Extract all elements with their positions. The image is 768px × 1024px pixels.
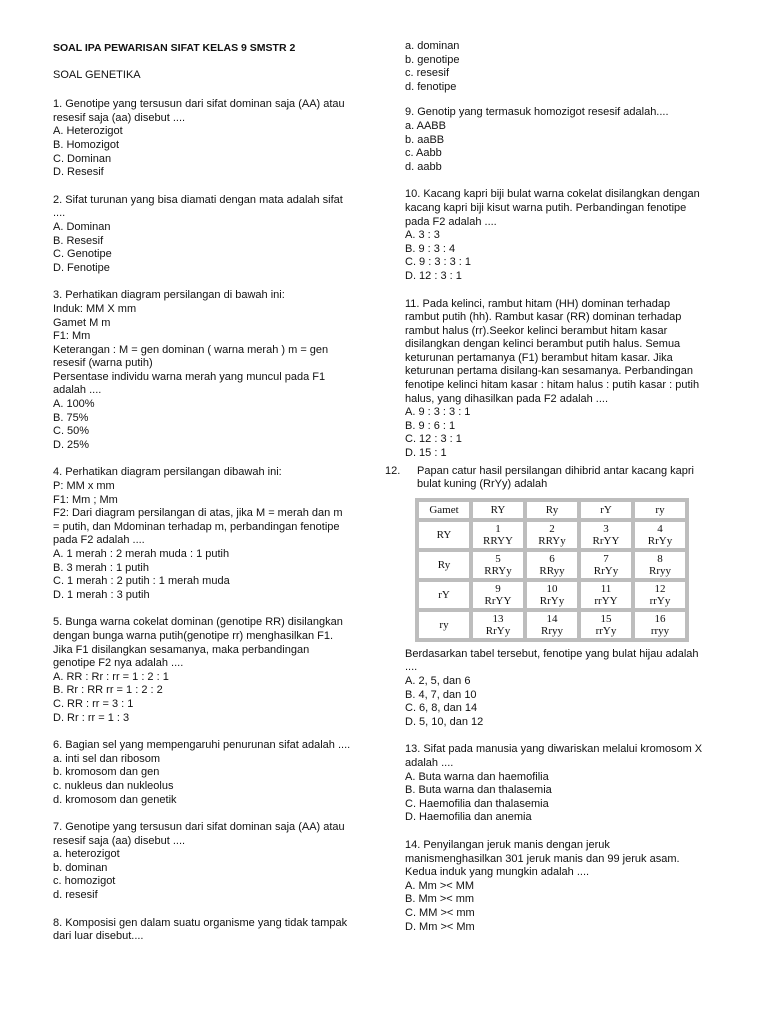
option-line: a. dominan bbox=[405, 40, 460, 52]
question-line: b. aaBB bbox=[405, 133, 445, 146]
question-line: 6. Bagian sel yang mempengaruhi penurunan sifat adalah .... bbox=[53, 739, 351, 752]
cell-genotype: rrYy bbox=[649, 594, 671, 607]
question-line: C. 12 : 3 : 1 bbox=[405, 433, 462, 446]
question-line: B. Rr : RR rr = 1 : 2 : 2 bbox=[53, 684, 163, 697]
cell-genotype: RRYy bbox=[484, 564, 512, 577]
cell-number: 8 bbox=[657, 552, 663, 565]
cell-genotype: RRYY bbox=[483, 534, 513, 547]
question-line: D. Fenotipe bbox=[53, 261, 110, 274]
question-line: C. Haemofilia dan thalasemia bbox=[405, 797, 549, 810]
question-12-number: 12. bbox=[385, 464, 401, 477]
gamete-label-cell: rY bbox=[419, 582, 469, 608]
genotype-cell bbox=[581, 552, 631, 578]
cell-genotype: RrYY bbox=[484, 594, 512, 607]
cell-number: 3 bbox=[603, 522, 609, 535]
question-line: A. Buta warna dan haemofilia bbox=[405, 770, 549, 783]
question-line: adalah .... bbox=[53, 384, 102, 397]
question-block bbox=[53, 289, 363, 452]
question-line: 14. Penyilangan jeruk manis dengan jeruk bbox=[405, 838, 610, 851]
question-line: bulat kuning (RrYy) adalah bbox=[417, 478, 548, 491]
question-line: B. 4, 7, dan 10 bbox=[405, 688, 477, 701]
question-line: F1: Mm bbox=[53, 330, 91, 343]
question-line: B. Homozigot bbox=[53, 138, 120, 151]
right-column bbox=[385, 0, 715, 934]
question-block bbox=[53, 98, 363, 180]
question-line: D. 5, 10, dan 12 bbox=[405, 715, 484, 728]
question-line: adalah .... bbox=[405, 756, 454, 769]
question-block bbox=[53, 739, 363, 807]
question-line: C. 1 merah : 2 putih : 1 merah muda bbox=[53, 575, 230, 588]
question-line: d. aabb bbox=[405, 160, 442, 173]
table-header-cell: Gamet bbox=[419, 502, 469, 518]
cell-genotype: RRyy bbox=[539, 564, 565, 577]
cell-number: 15 bbox=[600, 612, 612, 625]
question-block bbox=[405, 743, 715, 825]
question-line: D. 12 : 3 : 1 bbox=[405, 269, 462, 282]
question-line: A. Heterozigot bbox=[53, 125, 123, 138]
question-line: C. RR : rr = 3 : 1 bbox=[53, 697, 134, 710]
question-line: D. 15 : 1 bbox=[405, 447, 447, 460]
genotype-cell bbox=[473, 612, 523, 638]
cell-genotype: rrYy bbox=[595, 624, 617, 637]
question-12-answers bbox=[405, 648, 715, 730]
genotype-cell bbox=[527, 522, 577, 548]
cell-number: 13 bbox=[492, 612, 504, 625]
table-row bbox=[419, 612, 685, 638]
question-line: A. RR : Rr : rr = 1 : 2 : 1 bbox=[53, 670, 169, 683]
question-line: a. AABB bbox=[405, 119, 446, 132]
question-block bbox=[405, 106, 715, 174]
cell-genotype: rryy bbox=[650, 624, 670, 637]
question-line: rambut halus (rr).Seekor kelinci berambut hitam kasar bbox=[405, 324, 668, 337]
question-line: A. 3 : 3 bbox=[405, 229, 440, 242]
question-block bbox=[53, 821, 363, 903]
question-line: Berdasarkan tabel tersebut, fenotipe yang bulat hijau adalah bbox=[405, 647, 699, 660]
question-line: 9. Genotip yang termasuk homozigot resesif adalah.... bbox=[405, 106, 669, 119]
cell-genotype: Rryy bbox=[541, 624, 563, 637]
question-line: = putih, dan Mdominan terhadap m, perbandingan fenotipe bbox=[53, 520, 340, 533]
table-header-cell: Ry bbox=[527, 502, 577, 518]
question-line: B. Resesif bbox=[53, 234, 104, 247]
genotype-cell bbox=[635, 552, 685, 578]
question-line: C. MM >< mm bbox=[405, 906, 475, 919]
question-line: B. 9 : 6 : 1 bbox=[405, 419, 456, 432]
cell-number: 10 bbox=[546, 582, 558, 595]
cell-number: 16 bbox=[654, 612, 666, 625]
question-line: pada F2 adalah .... bbox=[405, 215, 497, 228]
question-line: D. Haemofilia dan anemia bbox=[405, 811, 532, 824]
question-line: keturunan pertama disilang-kan sesamanya. Perbandingan bbox=[405, 365, 694, 378]
cell-genotype: RRYy bbox=[538, 534, 566, 547]
option-line: d. fenotipe bbox=[405, 80, 457, 93]
question-12-text bbox=[405, 465, 715, 492]
cell-number: 4 bbox=[657, 522, 663, 535]
question-line: a. heterozigot bbox=[53, 848, 120, 861]
question-line: rambut putih (hh). Rambut kasar (RR) dominan terhadap bbox=[405, 311, 682, 324]
question-line: b. kromosom dan gen bbox=[53, 766, 160, 779]
question-line: resesif (warna putih) bbox=[53, 357, 153, 370]
question-line: Induk: MM X mm bbox=[53, 302, 137, 315]
question-line: pada F2 adalah .... bbox=[53, 534, 145, 547]
cell-number: 2 bbox=[549, 522, 555, 535]
genotype-cell bbox=[527, 612, 577, 638]
question-line: D. 25% bbox=[53, 438, 90, 451]
question-line: A. Mm >< MM bbox=[405, 879, 475, 892]
gamete-label-cell: ry bbox=[419, 612, 469, 638]
question-line: D. 1 merah : 3 putih bbox=[53, 588, 150, 601]
question-line: A. 2, 5, dan 6 bbox=[405, 675, 471, 687]
question-line: B. Mm >< mm bbox=[405, 893, 475, 906]
question-line: a. inti sel dan ribosom bbox=[53, 752, 160, 765]
genotype-cell bbox=[473, 522, 523, 548]
genotype-cell bbox=[527, 582, 577, 608]
question-line: 8. Komposisi gen dalam suatu organisme yang tidak tampak bbox=[53, 916, 348, 929]
question-block bbox=[405, 839, 715, 934]
question-line: F1: Mm ; Mm bbox=[53, 493, 118, 506]
cell-number: 7 bbox=[603, 552, 609, 565]
question-line: resesif saja (aa) disebut .... bbox=[53, 111, 186, 124]
document-title: SOAL IPA PEWARISAN SIFAT KELAS 9 SMSTR 2 bbox=[53, 42, 296, 54]
left-column bbox=[53, 0, 363, 944]
question-line: keturunan pertamanya (F1) berambut hitam kasar. Jika bbox=[405, 351, 673, 364]
question-line: D. Mm >< Mm bbox=[405, 920, 475, 933]
table-row bbox=[419, 582, 685, 608]
cell-number: 9 bbox=[495, 582, 501, 595]
genotype-cell bbox=[581, 612, 631, 638]
question-line: manismenghasilkan 301 jeruk manis dan 99 jeruk asam. bbox=[405, 852, 680, 865]
cell-genotype: RrYy bbox=[539, 594, 565, 607]
cell-genotype: RrYy bbox=[593, 564, 619, 577]
question-line: b. dominan bbox=[53, 861, 108, 874]
table-header-cell: ry bbox=[635, 502, 685, 518]
cell-number: 5 bbox=[495, 552, 501, 565]
question-line: .... bbox=[53, 207, 66, 220]
question-line: dengan bunga warna putih(genotipe rr) menghasilkan F1. bbox=[53, 629, 334, 642]
option-line: c. resesif bbox=[405, 67, 450, 80]
question-line: D. Rr : rr = 1 : 3 bbox=[53, 711, 130, 724]
table-header-cell: RY bbox=[473, 502, 523, 518]
genotype-cell bbox=[527, 552, 577, 578]
question-line: B. 75% bbox=[53, 411, 89, 424]
question-line: Gamet M m bbox=[53, 316, 111, 329]
question-line: Jika F1 disilangkan sesamanya, maka perbandingan bbox=[53, 643, 310, 656]
question-line: D. Resesif bbox=[53, 166, 104, 179]
right-bottom-questions bbox=[405, 743, 715, 934]
cell-genotype: Rryy bbox=[649, 564, 671, 577]
genotype-cell bbox=[473, 582, 523, 608]
question-block bbox=[53, 917, 363, 944]
gamete-label-cell: RY bbox=[419, 522, 469, 548]
question-line: Persentase individu warna merah yang muncul pada F1 bbox=[53, 370, 326, 383]
question-line: B. Buta warna dan thalasemia bbox=[405, 784, 552, 797]
question-line: A. 100% bbox=[53, 398, 95, 411]
cell-number: 11 bbox=[600, 582, 612, 595]
question-line: A. 9 : 3 : 3 : 1 bbox=[405, 406, 471, 419]
question-line: C. Dominan bbox=[53, 152, 112, 165]
punnett-square-table bbox=[415, 498, 689, 642]
question-line: A. Dominan bbox=[53, 220, 111, 233]
question-8-options bbox=[405, 40, 715, 94]
question-block bbox=[53, 194, 363, 276]
question-line: d. kromosom dan genetik bbox=[53, 793, 177, 806]
question-line: genotipe F2 nya adalah .... bbox=[53, 657, 184, 670]
cell-genotype: rrYY bbox=[594, 594, 618, 607]
question-line: c. homozigot bbox=[53, 875, 116, 888]
question-line: 4. Perhatikan diagram persilangan dibawah ini: bbox=[53, 466, 282, 479]
option-line: b. genotipe bbox=[405, 53, 460, 66]
question-line: 5. Bunga warna cokelat dominan (genotipe RR) disilangkan bbox=[53, 616, 343, 629]
gamete-label-cell: Ry bbox=[419, 552, 469, 578]
question-line: c. nukleus dan nukleolus bbox=[53, 779, 174, 792]
question-line: C. 9 : 3 : 3 : 1 bbox=[405, 256, 472, 269]
question-line: A. 1 merah : 2 merah muda : 1 putih bbox=[53, 548, 230, 560]
genotype-cell bbox=[581, 582, 631, 608]
cell-number: 1 bbox=[495, 522, 501, 535]
table-row bbox=[419, 522, 685, 548]
cell-number: 14 bbox=[546, 612, 558, 625]
question-line: kacang kapri biji kisut warna putih. Perbandingan fenotipe bbox=[405, 201, 687, 214]
table-row bbox=[419, 552, 685, 578]
question-line: 1. Genotipe yang tersusun dari sifat dominan saja (AA) atau bbox=[53, 98, 345, 111]
question-line: halus, yang dihasilkan pada F2 adalah .... bbox=[405, 392, 609, 405]
question-line: Kedua induk yang mungkin adalah .... bbox=[405, 866, 590, 879]
question-line: 2. Sifat turunan yang bisa diamati dengan mata adalah sifat bbox=[53, 193, 343, 206]
question-line: resesif saja (aa) disebut .... bbox=[53, 834, 186, 847]
question-line: P: MM x mm bbox=[53, 480, 115, 493]
cell-genotype: RrYy bbox=[485, 624, 511, 637]
genotype-cell bbox=[635, 522, 685, 548]
genotype-cell bbox=[473, 552, 523, 578]
right-questions bbox=[405, 106, 715, 460]
question-line: fenotipe kelinci hitam kasar : hitam halus : putih kasar : putih bbox=[405, 379, 700, 392]
question-line: disilangkan dengan kelinci berambut putih halus. Semua bbox=[405, 338, 681, 351]
question-line: Papan catur hasil persilangan dihibrid antar kacang kapri bbox=[417, 464, 695, 477]
question-line: B. 9 : 3 : 4 bbox=[405, 242, 456, 255]
question-line: C. 50% bbox=[53, 425, 90, 438]
question-line: 13. Sifat pada manusia yang diwariskan melalui kromosom X bbox=[405, 743, 703, 756]
question-12 bbox=[385, 464, 715, 730]
table-header-cell: rY bbox=[581, 502, 631, 518]
question-block bbox=[405, 298, 715, 461]
genotype-cell bbox=[581, 522, 631, 548]
question-line: 7. Genotipe yang tersusun dari sifat dominan saja (AA) atau bbox=[53, 821, 345, 834]
question-block bbox=[405, 188, 715, 283]
question-line: dari luar disebut.... bbox=[53, 930, 144, 943]
question-line: B. 3 merah : 1 putih bbox=[53, 561, 149, 574]
cell-genotype: RrYY bbox=[592, 534, 620, 547]
question-block bbox=[53, 616, 363, 725]
question-line: d. resesif bbox=[53, 889, 98, 902]
question-line: Keterangan : M = gen dominan ( warna merah ) m = gen bbox=[53, 343, 329, 356]
cell-genotype: RrYy bbox=[647, 534, 673, 547]
cell-number: 12 bbox=[654, 582, 666, 595]
document-subtitle: SOAL GENETIKA bbox=[53, 68, 141, 81]
question-line: C. 6, 8, dan 14 bbox=[405, 702, 478, 715]
question-line: 10. Kacang kapri biji bulat warna cokelat disilangkan dengan bbox=[405, 188, 700, 201]
genotype-cell bbox=[635, 612, 685, 638]
left-questions bbox=[53, 98, 363, 944]
question-block bbox=[53, 466, 363, 602]
question-line: C. Genotipe bbox=[53, 248, 112, 261]
question-line: 11. Pada kelinci, rambut hitam (HH) dominan terhadap bbox=[405, 297, 671, 310]
cell-number: 6 bbox=[549, 552, 555, 565]
question-line: c. Aabb bbox=[405, 147, 442, 160]
genotype-cell bbox=[635, 582, 685, 608]
question-line: 3. Perhatikan diagram persilangan di bawah ini: bbox=[53, 289, 285, 302]
question-line: .... bbox=[405, 661, 418, 674]
question-line: F2: Dari diagram persilangan di atas, jika M = merah dan m bbox=[53, 507, 343, 520]
